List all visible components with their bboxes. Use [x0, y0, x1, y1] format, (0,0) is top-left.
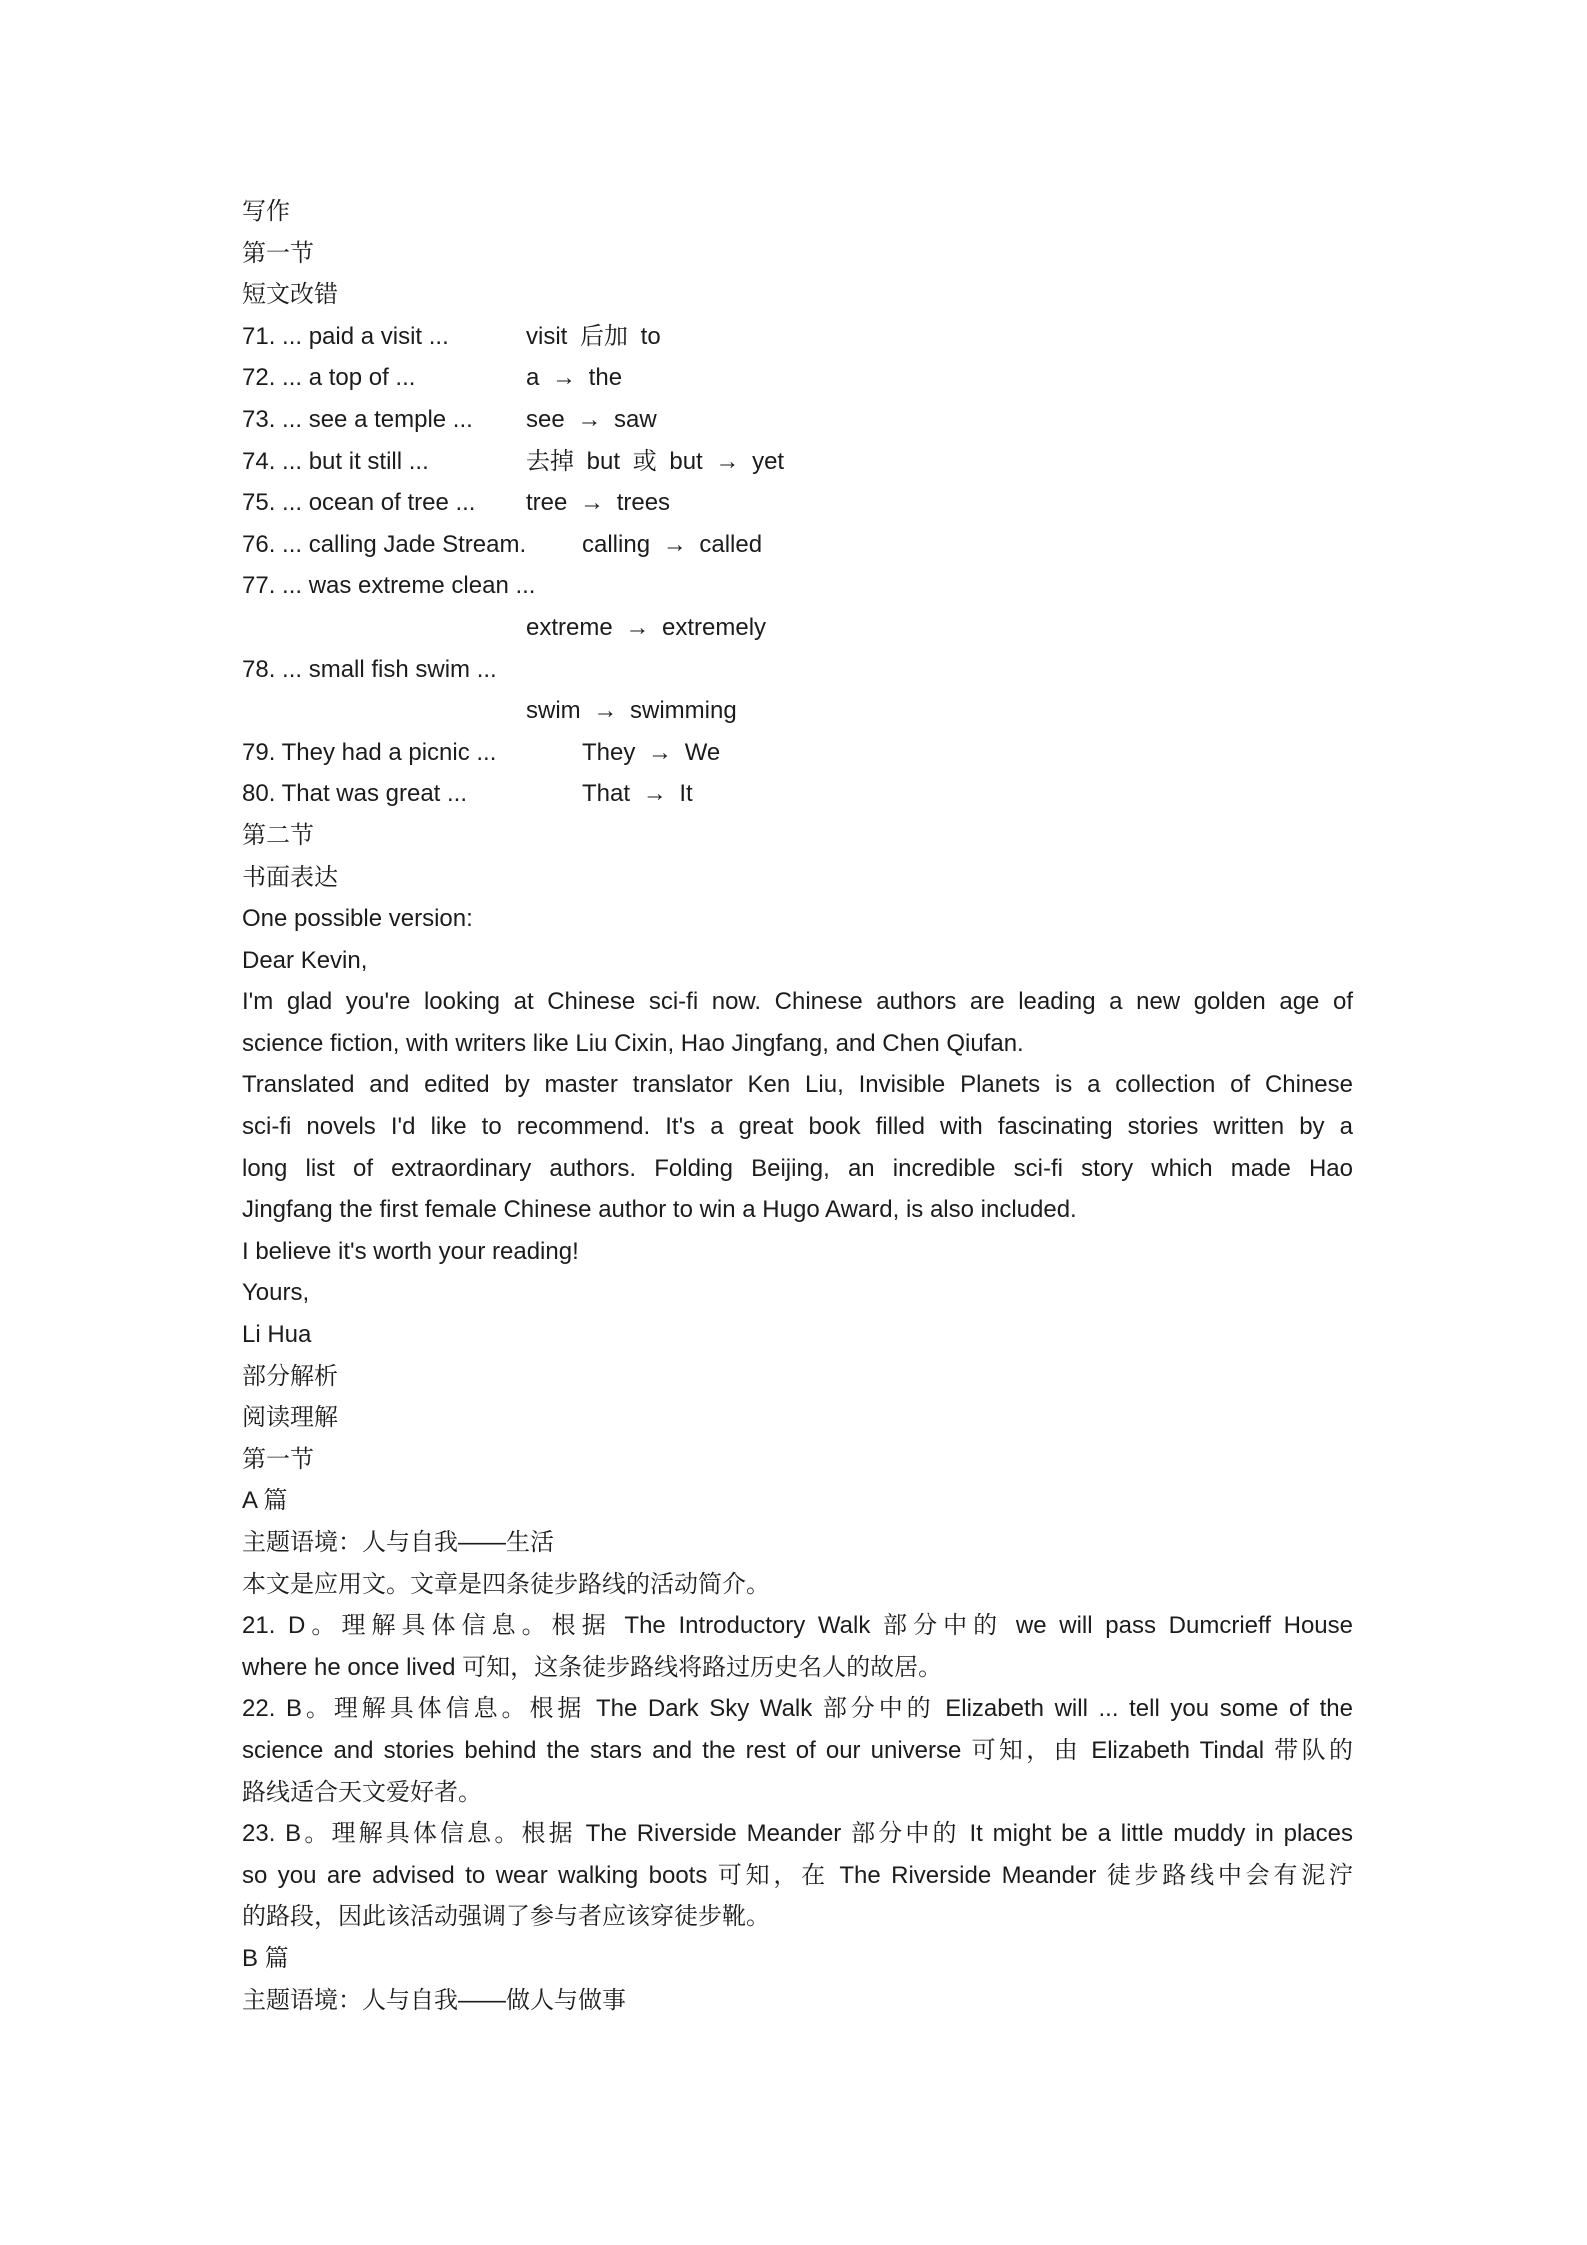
section2-label: 第二节 — [242, 821, 314, 849]
correction-row-73 — [242, 399, 1353, 441]
passage-a-theme: 主题语境：人与自我——生活 — [242, 1529, 554, 1556]
correction-fix: calling → called — [582, 530, 763, 558]
correction-row-74 — [242, 441, 1353, 483]
correction-row-78 — [242, 649, 1353, 691]
correction-item: 73. ... see a temple ... — [242, 405, 473, 433]
correction-item: 75. ... ocean of tree ... — [242, 489, 476, 517]
correction-row-77 — [242, 565, 1353, 607]
passage-b-theme: 主题语境：人与自我——做人与做事 — [242, 1986, 626, 2014]
correction-fix-77 — [242, 607, 1353, 649]
correction-row-79 — [242, 732, 1353, 774]
letter-signoff: Yours, — [242, 1279, 310, 1307]
passage-a-overview: 本文是应用文。文章是四条徒步路线的活动简介。 — [242, 1570, 770, 1598]
correction-item: 78. ... small fish swim ... — [242, 655, 497, 683]
correction-row-76 — [242, 524, 1353, 566]
q22-line: science and stories behind the stars and the rest of our universe 可知，由 Elizabeth Tindal 带队的 — [242, 1736, 1353, 1764]
correction-fix-78 — [242, 690, 1353, 732]
letter-salutation: Dear Kevin, — [242, 946, 368, 974]
letter-body-line: sci-fi novels I'd like to recommend. It's a great book filled with fascinating stories written by a — [242, 1113, 1353, 1141]
correction-fix: see → saw — [526, 405, 657, 433]
correction-fix: visit 后加 to — [526, 322, 661, 350]
correction-fix: They → We — [582, 738, 721, 766]
analysis-part-label: 第一节 — [242, 1445, 314, 1473]
letter-body-line: Translated and edited by master translator Ken Liu, Invisible Planets is a collection of Chinese — [242, 1071, 1353, 1099]
letter-body-line: Jingfang the first female Chinese author to win a Hugo Award, is also included. — [242, 1196, 1077, 1224]
correction-fix: swim → swimming — [526, 697, 737, 725]
analysis-section-title: 阅读理解 — [242, 1404, 338, 1432]
correction-fix: a → the — [526, 364, 623, 392]
passage-a-label: A 篇 — [242, 1487, 288, 1515]
q21-line: where he once lived 可知，这条徒步路线将路过历史名人的故居。 — [242, 1653, 943, 1681]
section1-title: 短文改错 — [242, 281, 338, 309]
correction-item: 79. They had a picnic ... — [242, 738, 497, 766]
passage-b-label: B 篇 — [242, 1944, 289, 1972]
correction-item: 80. That was great ... — [242, 780, 468, 808]
letter-body-line: long list of extraordinary authors. Folding Beijing, an incredible sci-fi story which made Hao — [242, 1154, 1353, 1182]
q23-line: so you are advised to wear walking boots 可知，在 The Riverside Meander 徒步路线中会有泥泞 — [242, 1861, 1353, 1889]
correction-item: 76. ... calling Jade Stream. — [242, 530, 527, 558]
correction-fix: That → It — [582, 780, 693, 808]
correction-item: 74. ... but it still ... — [242, 447, 429, 475]
q22-line: 22. B。理解具体信息。根据 The Dark Sky Walk 部分中的 Elizabeth will ... tell you some of the — [242, 1695, 1353, 1723]
correction-fix: tree → trees — [526, 489, 671, 517]
q21-line: 21. D。理解具体信息。根据 The Introductory Walk 部分中的 we will pass Dumcrieff House — [242, 1612, 1353, 1640]
correction-item: 77. ... was extreme clean ... — [242, 572, 536, 600]
writing-heading: 写作 — [242, 198, 290, 225]
correction-row-75 — [242, 482, 1353, 524]
letter-body-line: I'm glad you're looking at Chinese sci-fi now. Chinese authors are leading a new golden age of — [242, 988, 1353, 1016]
correction-fix: 去掉 but 或 but → yet — [526, 447, 785, 475]
model-intro: One possible version: — [242, 905, 473, 933]
letter-signature: Li Hua — [242, 1321, 312, 1349]
correction-item: 71. ... paid a visit ... — [242, 322, 449, 350]
letter-body-line: science fiction, with writers like Liu Cixin, Hao Jingfang, and Chen Qiufan. — [242, 1029, 1024, 1057]
correction-row-71 — [242, 316, 1353, 358]
q23-line: 23. B。理解具体信息。根据 The Riverside Meander 部分中的 It might be a little muddy in places — [242, 1820, 1353, 1848]
q22-line: 路线适合天文爱好者。 — [242, 1778, 482, 1806]
correction-fix: extreme → extremely — [526, 613, 767, 641]
correction-row-72 — [242, 357, 1353, 399]
document-page — [242, 191, 1353, 2021]
correction-row-80 — [242, 773, 1353, 815]
letter-closing: I believe it's worth your reading! — [242, 1237, 579, 1265]
q23-line: 的路段，因此该活动强调了参与者应该穿徒步靴。 — [242, 1903, 770, 1931]
section1-label: 第一节 — [242, 239, 314, 267]
correction-item: 72. ... a top of ... — [242, 364, 416, 392]
section2-title: 书面表达 — [242, 863, 338, 891]
analysis-heading: 部分解析 — [242, 1362, 338, 1390]
